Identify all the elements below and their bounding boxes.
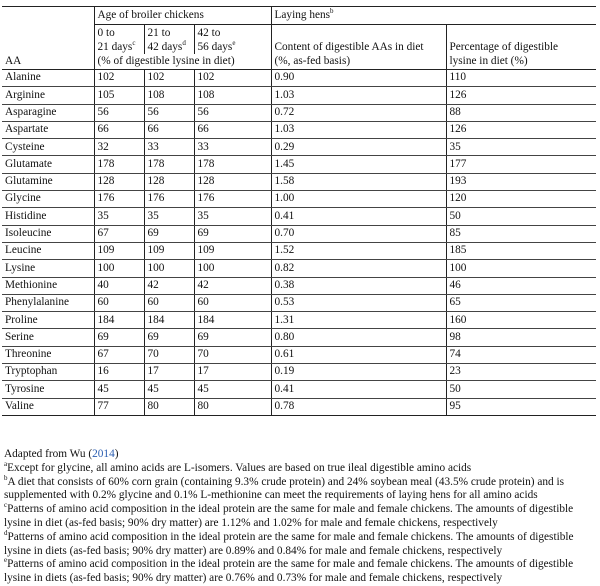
value-cell: 35 — [144, 208, 194, 225]
aa-name-cell: Histidine — [2, 208, 94, 225]
header-blank-2 — [2, 25, 94, 55]
table-row — [2, 225, 596, 242]
value-cell: 42 — [194, 277, 271, 294]
value-cell: 0.41 — [271, 208, 446, 225]
value-cell: 100 — [194, 260, 271, 277]
value-cell: 178 — [94, 156, 144, 173]
aa-name-cell: Glycine — [2, 191, 94, 208]
value-cell: 109 — [94, 242, 144, 259]
value-cell: 1.03 — [271, 121, 446, 138]
table-row — [2, 277, 596, 294]
value-cell: 66 — [144, 121, 194, 138]
value-cell: 60 — [94, 294, 144, 311]
value-cell: 102 — [144, 70, 194, 87]
value-cell: 69 — [144, 329, 194, 346]
value-cell: 56 — [94, 104, 144, 121]
header-broiler-group: Age of broiler chickens — [94, 7, 271, 25]
value-cell: 23 — [446, 364, 596, 381]
table-row — [2, 173, 596, 190]
table-row — [2, 104, 596, 121]
value-cell: 33 — [144, 139, 194, 156]
aa-name-cell: Glutamine — [2, 173, 94, 190]
value-cell: 77 — [94, 398, 144, 415]
value-cell: 56 — [144, 104, 194, 121]
value-cell: 45 — [194, 381, 271, 398]
value-cell: 100 — [446, 260, 596, 277]
value-cell: 110 — [446, 70, 596, 87]
aa-name-cell: Aspartate — [2, 121, 94, 138]
value-cell: 69 — [194, 225, 271, 242]
value-cell: 1.58 — [271, 173, 446, 190]
value-cell: 0.82 — [271, 260, 446, 277]
value-cell: 102 — [94, 70, 144, 87]
value-cell: 100 — [94, 260, 144, 277]
table-row — [2, 312, 596, 329]
value-cell: 128 — [194, 173, 271, 190]
header-group-row — [2, 7, 596, 25]
value-cell: 69 — [194, 329, 271, 346]
aa-name-cell: Serine — [2, 329, 94, 346]
value-cell: 69 — [144, 225, 194, 242]
value-cell: 108 — [194, 87, 271, 104]
value-cell: 35 — [194, 208, 271, 225]
table-row — [2, 398, 596, 415]
value-cell: 32 — [94, 139, 144, 156]
value-cell: 67 — [94, 225, 144, 242]
value-cell: 98 — [446, 329, 596, 346]
note-d: $^d$Patterns of amino acid composition in the ideal protein are the same for male and female chickens. The amounts of digestible lysine in diets (as-fed basis; 90% dry matter) are 0.89% and 0.84% for male and female chickens, respectively — [4, 529, 574, 557]
value-cell: 50 — [446, 381, 596, 398]
aa-name-cell: Valine — [2, 398, 94, 415]
value-cell: 46 — [446, 277, 596, 294]
value-cell: 65 — [446, 294, 596, 311]
note-a: $^a$Except for glycine, all amino acids are L-isomers. Values are based on true ileal digestible amino acids — [4, 460, 472, 474]
value-cell: 35 — [94, 208, 144, 225]
table-row — [2, 139, 596, 156]
value-cell: 33 — [194, 139, 271, 156]
aa-name-cell: Alanine — [2, 70, 94, 87]
value-cell: 0.70 — [271, 225, 446, 242]
value-cell: 185 — [446, 242, 596, 259]
value-cell: 70 — [144, 346, 194, 363]
value-cell: 184 — [194, 312, 271, 329]
value-cell: 128 — [144, 173, 194, 190]
table-row — [2, 191, 596, 208]
value-cell: 126 — [446, 121, 596, 138]
value-cell: 45 — [94, 381, 144, 398]
value-cell: 50 — [446, 208, 596, 225]
header-col-content: Content of digestible AAs in diet (%, as-fed basis) — [271, 25, 446, 70]
table-row — [2, 242, 596, 259]
value-cell: 35 — [446, 139, 596, 156]
table-body — [2, 70, 596, 416]
value-cell: 0.41 — [271, 381, 446, 398]
value-cell: 88 — [446, 104, 596, 121]
aa-name-cell: Lysine — [2, 260, 94, 277]
value-cell: 100 — [144, 260, 194, 277]
value-cell: 16 — [94, 364, 144, 381]
value-cell: 108 — [144, 87, 194, 104]
table-row — [2, 87, 596, 104]
value-cell: 105 — [94, 87, 144, 104]
value-cell: 17 — [194, 364, 271, 381]
header-col-21-42: 21 to 42 days$^d$ — [144, 25, 194, 55]
aa-name-cell: Proline — [2, 312, 94, 329]
table-row — [2, 364, 596, 381]
value-cell: 193 — [446, 173, 596, 190]
value-cell: 42 — [144, 277, 194, 294]
value-cell: 0.78 — [271, 398, 446, 415]
header-unit: (% of digestible lysine in diet) — [94, 54, 271, 70]
value-cell: 1.00 — [271, 191, 446, 208]
header-col-0-21: 0 to 21 days$^c$ — [94, 25, 144, 55]
value-cell: 66 — [194, 121, 271, 138]
value-cell: 1.45 — [271, 156, 446, 173]
table-row — [2, 329, 596, 346]
aa-name-cell: Phenylalanine — [2, 294, 94, 311]
aa-name-cell: Methionine — [2, 277, 94, 294]
table-row — [2, 121, 596, 138]
aa-name-cell: Leucine — [2, 242, 94, 259]
value-cell: 40 — [94, 277, 144, 294]
value-cell: 1.31 — [271, 312, 446, 329]
table-footnotes — [4, 448, 598, 586]
table-row — [2, 346, 596, 363]
aa-name-cell: Isoleucine — [2, 225, 94, 242]
value-cell: 0.53 — [271, 294, 446, 311]
reference-link[interactable]: 2014 — [92, 448, 115, 460]
value-cell: 66 — [94, 121, 144, 138]
value-cell: 69 — [94, 329, 144, 346]
value-cell: 126 — [446, 87, 596, 104]
note-c: $^c$Patterns of amino acid composition in the ideal protein are the same for male and female chickens. The amounts of digestible lysine in diet (as-fed basis; 90% dry matter) are 1.12% and 1.02% for male and female chickens, respectively — [4, 501, 574, 529]
value-cell: 17 — [144, 364, 194, 381]
table-row — [2, 294, 596, 311]
note-adapted: Adapted from Wu (2014) — [4, 448, 119, 460]
value-cell: 0.38 — [271, 277, 446, 294]
value-cell: 178 — [194, 156, 271, 173]
aa-name-cell: Asparagine — [2, 104, 94, 121]
value-cell: 85 — [446, 225, 596, 242]
value-cell: 102 — [194, 70, 271, 87]
header-col-42-56: 42 to 56 days$^e$ — [194, 25, 271, 55]
value-cell: 176 — [194, 191, 271, 208]
value-cell: 1.03 — [271, 87, 446, 104]
table-row — [2, 208, 596, 225]
value-cell: 0.61 — [271, 346, 446, 363]
value-cell: 0.72 — [271, 104, 446, 121]
value-cell: 128 — [94, 173, 144, 190]
value-cell: 160 — [446, 312, 596, 329]
table-row — [2, 260, 596, 277]
table-row — [2, 381, 596, 398]
header-col-percentage: Percentage of digestible lysine in diet (%) — [446, 25, 596, 70]
value-cell: 95 — [446, 398, 596, 415]
value-cell: 176 — [94, 191, 144, 208]
value-cell: 0.90 — [271, 70, 446, 87]
aa-name-cell: Cysteine — [2, 139, 94, 156]
aa-name-cell: Threonine — [2, 346, 94, 363]
value-cell: 80 — [194, 398, 271, 415]
value-cell: 184 — [94, 312, 144, 329]
value-cell: 67 — [94, 346, 144, 363]
value-cell: 56 — [194, 104, 271, 121]
value-cell: 80 — [144, 398, 194, 415]
value-cell: 45 — [144, 381, 194, 398]
value-cell: 109 — [144, 242, 194, 259]
table-row — [2, 70, 596, 87]
value-cell: 0.29 — [271, 139, 446, 156]
value-cell: 1.52 — [271, 242, 446, 259]
value-cell: 176 — [144, 191, 194, 208]
value-cell: 0.19 — [271, 364, 446, 381]
aa-name-cell: Tyrosine — [2, 381, 94, 398]
header-sub-row — [2, 25, 596, 55]
value-cell: 60 — [194, 294, 271, 311]
aa-name-cell: Glutamate — [2, 156, 94, 173]
header-blank — [2, 7, 94, 25]
header-hens-group: Laying hens$^b$ — [271, 7, 596, 25]
aa-name-cell: Tryptophan — [2, 364, 94, 381]
value-cell: 109 — [194, 242, 271, 259]
aa-name-cell: Arginine — [2, 87, 94, 104]
value-cell: 184 — [144, 312, 194, 329]
note-b: $^b$A diet that consists of 60% corn grain (containing 9.3% crude protein) and 24% soybean meal (43.5% crude protein) and is supplemented with 0.2% glycine and 0.1% L-methionine can meet the requirements of laying hens for all amino acids — [4, 473, 565, 502]
value-cell: 177 — [446, 156, 596, 173]
amino-acid-table — [2, 6, 596, 416]
note-e: $^e$Patterns of amino acid composition in the ideal protein are the same for male and female chickens. The amounts of digestible lysine in diets (as-fed basis; 90% dry matter) are 0.76% and 0.73% for male and female chickens, respectively — [4, 556, 574, 585]
value-cell: 178 — [144, 156, 194, 173]
value-cell: 60 — [144, 294, 194, 311]
value-cell: 70 — [194, 346, 271, 363]
value-cell: 0.80 — [271, 329, 446, 346]
header-aa: AA — [2, 54, 94, 70]
value-cell: 74 — [446, 346, 596, 363]
table-row — [2, 156, 596, 173]
value-cell: 120 — [446, 191, 596, 208]
